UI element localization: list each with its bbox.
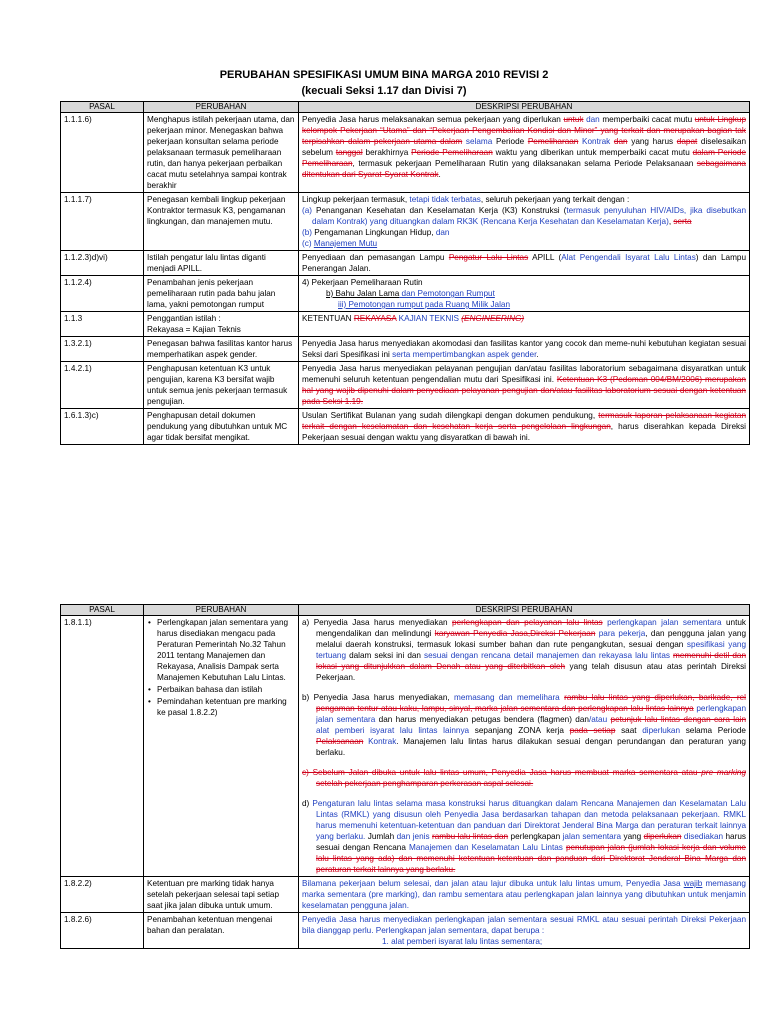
inserted-text: memasang (454, 693, 495, 702)
table-header-row (61, 102, 750, 113)
table-row (61, 409, 750, 445)
deskripsi-line (302, 194, 746, 205)
spec-table-2 (60, 604, 750, 949)
deskripsi-line (302, 227, 746, 238)
text-run: Penanganan Kesehatan dan Keselamatan Kerja (K3) Konstruksi ( (315, 206, 567, 215)
text-run: 4) Pekerjaan Pemeliharaan Rutin (302, 278, 423, 287)
inserted-text: /atau (588, 715, 608, 724)
perubahan-text: Penambahan jenis pekerjaan pemeliharaan rutin pada bahu jalan lama, yakni pemotongan rumput (147, 278, 276, 309)
deleted-text: Periode Pemeliharaan (411, 148, 493, 157)
text-run: untuk mengendalikan dan melindungi (316, 618, 746, 638)
perubahan-text: Penghapusan detail dokumen pendukung yang dibutuhkan untuk MC agar tidak bersifat mengikat. (147, 411, 288, 442)
text-run: diselesaikan sebelum (302, 137, 746, 157)
perubahan-bullet-list (147, 617, 295, 718)
inserted-text: Kontrak (582, 137, 611, 146)
table-row (61, 113, 750, 193)
table-row (61, 616, 750, 877)
deleted-text: (ENGINEERING) (461, 314, 525, 323)
inserted-text: disediakan (683, 832, 724, 841)
deskripsi-paragraph (302, 617, 746, 683)
inserted-text: dan (586, 115, 600, 124)
numbered-item: 1. alat pemberi isyarat lalu lintas sementara; (382, 937, 543, 946)
text-run: , dan pengguna jalan yang melalui daerah konstruksi, termasuk lokasi sumber bahan dan rute pengangkutan, sesuai dengan (316, 629, 747, 649)
inserted-text: spesifikasi yang tertuang (316, 640, 747, 660)
deleted-text: dapat (676, 137, 698, 146)
header-perubahan: PERUBAHAN (144, 605, 299, 616)
text-run: Usulan Sertifikat Bulanan yang sudah dilengkapi dengan dokumen pendukung, (302, 411, 599, 420)
inserted-text: (b) (302, 228, 315, 237)
deskripsi-paragraph (302, 767, 746, 789)
pasal-cell: 1.1.1.7) (61, 193, 144, 251)
perubahan-cell (144, 312, 299, 337)
deskripsi-line (302, 288, 746, 299)
text-run: Pengamanan Lingkungan Hidup, (314, 228, 436, 237)
deleted-text: tanggal (335, 148, 363, 157)
header-deskripsi: DESKRIPSI PERUBAHAN (299, 605, 750, 616)
deskripsi-cell (299, 251, 750, 276)
inserted-text: dan jenis (396, 832, 430, 841)
perubahan-cell (144, 251, 299, 276)
inserted-text: memasang marka sementara (pre marking), dan rambu sementara atau perlengkapan jalan lainnya yang dibutuhkan untuk menjamin keselamatan pengguna jalan. (302, 879, 746, 910)
deskripsi-paragraph (302, 798, 746, 875)
deleted-text: pada setiap (569, 726, 616, 735)
text-run: memperbaiki cacat mutu (599, 115, 695, 124)
text-run: d) (302, 799, 313, 808)
inserted-text: jalan sementara (562, 832, 622, 841)
inserted-text: diperlukan (642, 726, 681, 735)
pasal-cell: 1.4.2.1) (61, 362, 144, 409)
deleted-text: pre marking (701, 768, 746, 777)
table-row (61, 312, 750, 337)
text-run: saat (615, 726, 643, 735)
table-row (61, 913, 750, 949)
perubahan-cell (144, 113, 299, 193)
inserted-text: perlengkapan jalan sementara (607, 618, 722, 627)
page-title: PERUBAHAN SPESIFIKASI UMUM BINA MARGA 2010 REVISI 2 (219, 69, 549, 81)
inserted-text: dan memelihara (498, 693, 560, 702)
spec-table-1 (60, 101, 750, 445)
deskripsi-line (302, 277, 746, 288)
header-deskripsi: DESKRIPSI PERUBAHAN (299, 102, 750, 113)
table-row (61, 362, 750, 409)
text-run: waktu yang diberikan untuk memperbaiki cacat mutu (492, 148, 693, 157)
pasal-cell: 1.1.3 (61, 312, 144, 337)
perubahan-text: Penambahan ketentuan mengenai bahan dan peralatan. (147, 915, 273, 935)
table-row (61, 193, 750, 251)
text-run: selama Periode (680, 726, 746, 735)
text-run: APILL ( (528, 253, 562, 262)
text-run: Penyediaan dan pemasangan Lampu (302, 253, 449, 262)
text-run: Penyedia Jasa harus menyediakan pelayanan pengujian dan/atau fasilitas laboratorium sebagaimana disyaratkan untuk memenuhi seluruh ketentuan pengendalian mutu dari Spesifikasi ini. (302, 364, 746, 384)
inserted-text: (c) (302, 239, 314, 248)
deskripsi-cell (299, 337, 750, 362)
deskripsi-cell (299, 113, 750, 193)
text-run: Lingkup pekerjaan termasuk, (302, 195, 410, 204)
text-run: ) dan Lampu Penerangan Jalan. (302, 253, 746, 273)
page-subtitle: (kecuali Seksi 1.17 dan Divisi 7) (301, 85, 467, 97)
deleted-text: karyawan Penyedia Jasa,Direksi Pekerjaan (434, 629, 596, 638)
pasal-cell: 1.6.1.3)c) (61, 409, 144, 445)
deskripsi-line (302, 238, 746, 249)
table-row (61, 877, 750, 913)
text-run: , seluruh pekerjaan yang terkait dengan : (480, 195, 630, 204)
text-run: , harus diserahkan kepada Direksi Pekerjaan sesuai dengan waktu yang disyaratkan di bawah ini. (302, 422, 747, 442)
deleted-text: Ketentuan K3 (Pedoman 004/BM/2006) merupakan hal yang wajib dipenuhi dalam penyediaan pelayanan pengujian dan/atau fasilitas laboratorium sesuai dengan ketentuan pada Seksi 1.19. (302, 375, 746, 406)
inserted-text: termasuk penyuluhan HIV/AIDs, jika disebutkan dalam Kontrak) yang dituangkan dalam RK3K (Rencana Kerja Kesehatan dan Keselamatan Kerja) (312, 206, 747, 226)
text-run: a) Penyedia Jasa harus menyediakan (302, 618, 453, 627)
deleted-text: serta (673, 217, 692, 226)
inserted-text: serta mempertimbangkan aspek gender (392, 350, 537, 359)
pasal-cell: 1.8.1.1) (61, 616, 144, 877)
inserted-text: selama (465, 137, 493, 146)
deleted-text: perlengkapan dan pelayanan lalu lintas (452, 618, 603, 627)
text-run: . Manajemen lalu lintas harus dilakukan sesuai dengan perundangan dan peraturan yang berlaku. (316, 737, 746, 757)
deleted-text: untuk (563, 115, 584, 124)
text-run: . (536, 350, 539, 359)
deskripsi-cell (299, 877, 750, 913)
deleted-text: Pelaksanaan (316, 737, 364, 746)
perubahan-text: Istilah pengatur lalu lintas diganti menjadi APILL. (147, 253, 266, 273)
text-run: yang (621, 832, 644, 841)
inserted-text: sesuai dengan rencana detail manajemen dan rekayasa lalu lintas (424, 651, 670, 660)
list-item: • Pemindahan ketentuan pre marking ke pasal 1.8.2.2) (157, 696, 295, 718)
text-run: dalam seksi ini dan (346, 651, 425, 660)
deskripsi-cell (299, 913, 750, 949)
text-run: Penyedia Jasa harus menyediakan akomodasi dan fasilitas kantor yang cocok dan meme-nuhi kebutuhan kegiatan sesuai Seksi dari Spesifikasi ini (302, 339, 746, 359)
perubahan-cell (144, 276, 299, 312)
inserted-text: (a) (302, 206, 316, 215)
deleted-text: Pengatur Lalu Lintas (448, 253, 529, 262)
inserted-text: KAJIAN TEKNIS (398, 314, 460, 323)
deskripsi-cell (299, 276, 750, 312)
perubahan-cell (144, 362, 299, 409)
perubahan-cell (144, 337, 299, 362)
perubahan-cell (144, 913, 299, 949)
header-perubahan: PERUBAHAN (144, 102, 299, 113)
inserted-text: b) Bahu Jalan Lama (326, 289, 400, 298)
table-row (61, 251, 750, 276)
pasal-cell: 1.8.2.6) (61, 913, 144, 949)
inserted-text: Manajemen dan Keselamatan Lalu Lintas (409, 843, 563, 852)
deleted-text: Pemeliharaan (527, 137, 579, 146)
pasal-cell: 1.1.1.6) (61, 113, 144, 193)
deskripsi-cell (299, 362, 750, 409)
inserted-text: dan Pemotongan Rumput (399, 289, 495, 298)
inserted-text: tetapi tidak terbatas (409, 195, 481, 204)
deskripsi-line (302, 205, 746, 227)
perubahan-text: Ketentuan pre marking tidak hanya setelah pekerjaan selesai tapi setiap saat jika jalan dibuka untuk umum. (147, 879, 279, 910)
table-row (61, 337, 750, 362)
pasal-cell: 1.8.2.2) (61, 877, 144, 913)
perubahan-cell (144, 877, 299, 913)
spec-table-1-body (61, 113, 750, 445)
text-run: KETENTUAN (302, 314, 354, 323)
inserted-text: iii) Pemotongan rumput pada Ruang Milik Jalan (338, 300, 511, 309)
inserted-text: wajib (683, 879, 703, 888)
text-run: yang harus (627, 137, 677, 146)
deleted-text: diperlukan (643, 832, 682, 841)
text-run: harus sesuai dengan Rencana (316, 832, 746, 852)
table-header-row (61, 605, 750, 616)
text-run: Penyedia Jasa harus melaksanakan semua pekerjaan yang diperlukan (302, 115, 564, 124)
pasal-cell: 1.1.2.4) (61, 276, 144, 312)
deleted-text: termasuk laporan pelaksanaan kegiatan terkait dengan keselamatan dan kesehatan kerja serta pengelolaan lingkungan (302, 411, 746, 431)
inserted-text: alat pemberi isyarat lalu lintas lainnya (316, 726, 470, 735)
inserted-text: Penyedia Jasa harus menyediakan perlengkapan jalan sementara sesuai RMKL atau sesuai perintah Direksi Pekerjaan bila dianggap perlu. Perlengkapan jalan sementara, dapat berupa : (302, 915, 746, 935)
deskripsi-cell (299, 616, 750, 877)
deleted-text: rambu lalu lintas yang diperlukan, barikade, rel pengaman tentur atau kaku, lampu, sinyal, marka jalan sementara dan perlengkapan lalu lintas lainnya (316, 693, 746, 713)
spec-table-2-body (61, 616, 750, 949)
inserted-text: Alat Pengendali Isyarat Lalu Lintas (561, 253, 696, 262)
inserted-text: Bilamana pekerjaan belum selesai, dan jalan atau lajur dibuka untuk lalu lintas umum, Penyedia Jasa (302, 879, 684, 888)
header-pasal: PASAL (61, 605, 144, 616)
inserted-text: perlengkapan jalan sementara (316, 704, 746, 724)
inserted-text: Manajemen Mutu (313, 239, 378, 248)
deleted-text: c) Sebelum Jalan dibuka untuk lalu lintas umum, Penyedia Jasa harus membuat marka sementara atau (302, 768, 702, 777)
deleted-text: dalam Periode Pemeliharaan (302, 148, 746, 168)
text-run: berakhirnya (362, 148, 412, 157)
deleted-text: rambu lalu lintas dan (432, 832, 509, 841)
inserted-text: Pengaturan lalu lintas selama masa konstruksi harus dituangkan dalam Rencana Manajemen dan Keselamatan Lalu Lintas (RMKL) yang disusun oleh Penyedia Jasa berdasarkan tahapan dan metoda pelaksanaan pekerjaan. RMKL harus memenuhi ketentuan-ketentuan dan panduan dari Direktorat Jenderal Bina Marga dan peraturan terkait lainnya yang berlaku. (312, 799, 746, 841)
inserted-text: Kontrak (368, 737, 397, 746)
text-run: b) Penyedia Jasa harus menyediakan, (302, 693, 455, 702)
deskripsi-line (302, 299, 746, 310)
list-item: • Perbaikan bahasa dan istilah (157, 684, 295, 695)
deleted-text: penutupan jalan (jumlah lokasi kerja dan volume lalu lintas yang ada) dan memenuhi ketentuan-ketentuan dan panduan dari Direktorat Jenderal Bina Marga dan peraturan terkait lainnya yang berlaku. (316, 843, 746, 874)
list-item: • Perlengkapan jalan sementara yang harus disediakan mengacu pada Peraturan Pemerintah No.32 Tahun 2011 tentang Manajemen dan Rekayasa, Analisis Dampak serta Manajemen Kebutuhan Lalu Lintas. (157, 617, 295, 683)
deleted-text: sebagaimana ditentukan dari Syarat-Syarat Kontrak (302, 159, 746, 179)
deleted-text: petunjuk lalu lintas dengan cara lain (610, 715, 746, 724)
text-run: Periode (492, 137, 528, 146)
perubahan-text: Rekayasa = Kajian Teknis (147, 325, 241, 334)
text-run: , termasuk pekerjaan Pemeliharaan Rutin yang dilaksanakan selama Periode Pelaksanaan (352, 159, 697, 168)
perubahan-text: Penegasan bahwa fasilitas kantor harus memperhatikan aspek gender. (147, 339, 293, 359)
text-run: sepanjang ZONA kerja (469, 726, 570, 735)
text-run: perlengkapan (508, 832, 563, 841)
perubahan-text: Penegasan kembali lingkup pekerjaan Kontraktor termasuk K3, pengamanan lingkungan, dan manajemen mutu. (147, 195, 286, 226)
header-pasal: PASAL (61, 102, 144, 113)
deleted-text: untuk Lingkup kelompok Pekerjaan “Utama” dan “Pekerjaan Pengembalian Kondisi dan Minor” yang terkait dan merupakan bagian tak terpisahkan dalam pekerjaan utama dalam (302, 115, 746, 146)
perubahan-text: Menghapus istilah pekerjaan utama, dan pekerjaan minor. Menegaskan bahwa pekerjaan konsultan selama periode pelaksanaan termasuk pemeliharaan rutin, dan hanya pekerjaan perbaikan cacat mutu setelahnya sampai kontrak berakhir (147, 115, 295, 190)
inserted-text: para pekerja (598, 629, 646, 638)
perubahan-text: Penghapusan ketentuan K3 untuk pengujian, karena K3 bersifat wajib untuk semua jenis pekerjaan termasuk pengujian. (147, 364, 288, 406)
text-run: , (668, 217, 674, 226)
text-run: dan harus menyediakan petugas bendera (flagmen) dan (375, 715, 589, 724)
deskripsi-cell (299, 193, 750, 251)
perubahan-cell (144, 193, 299, 251)
pasal-cell: 1.1.2.3)d)vi) (61, 251, 144, 276)
table-row (61, 276, 750, 312)
deleted-text: memenuhi detil dan lokasi yang ditunjukkan dalam Denah atau yang diterbitkan oleh (316, 651, 747, 671)
inserted-text: dan (435, 228, 450, 237)
perubahan-text: Penggantian istilah : (147, 314, 221, 323)
text-run: yang telah disusun atau atas perintah Direksi Pekerjaan. (316, 662, 746, 682)
pasal-cell: 1.3.2.1) (61, 337, 144, 362)
deskripsi-cell (299, 312, 750, 337)
deleted-text: dan (613, 137, 628, 146)
deskripsi-paragraph (302, 692, 746, 758)
text-run: Jumlah (365, 832, 397, 841)
perubahan-cell (144, 409, 299, 445)
deskripsi-cell (299, 409, 750, 445)
deleted-text: setelah pekerjaan penghamparan perkerasan aspal selesai. (316, 779, 534, 788)
perubahan-cell (144, 616, 299, 877)
text-run: . (438, 170, 441, 179)
deleted-text: REKAYASA (353, 314, 397, 323)
